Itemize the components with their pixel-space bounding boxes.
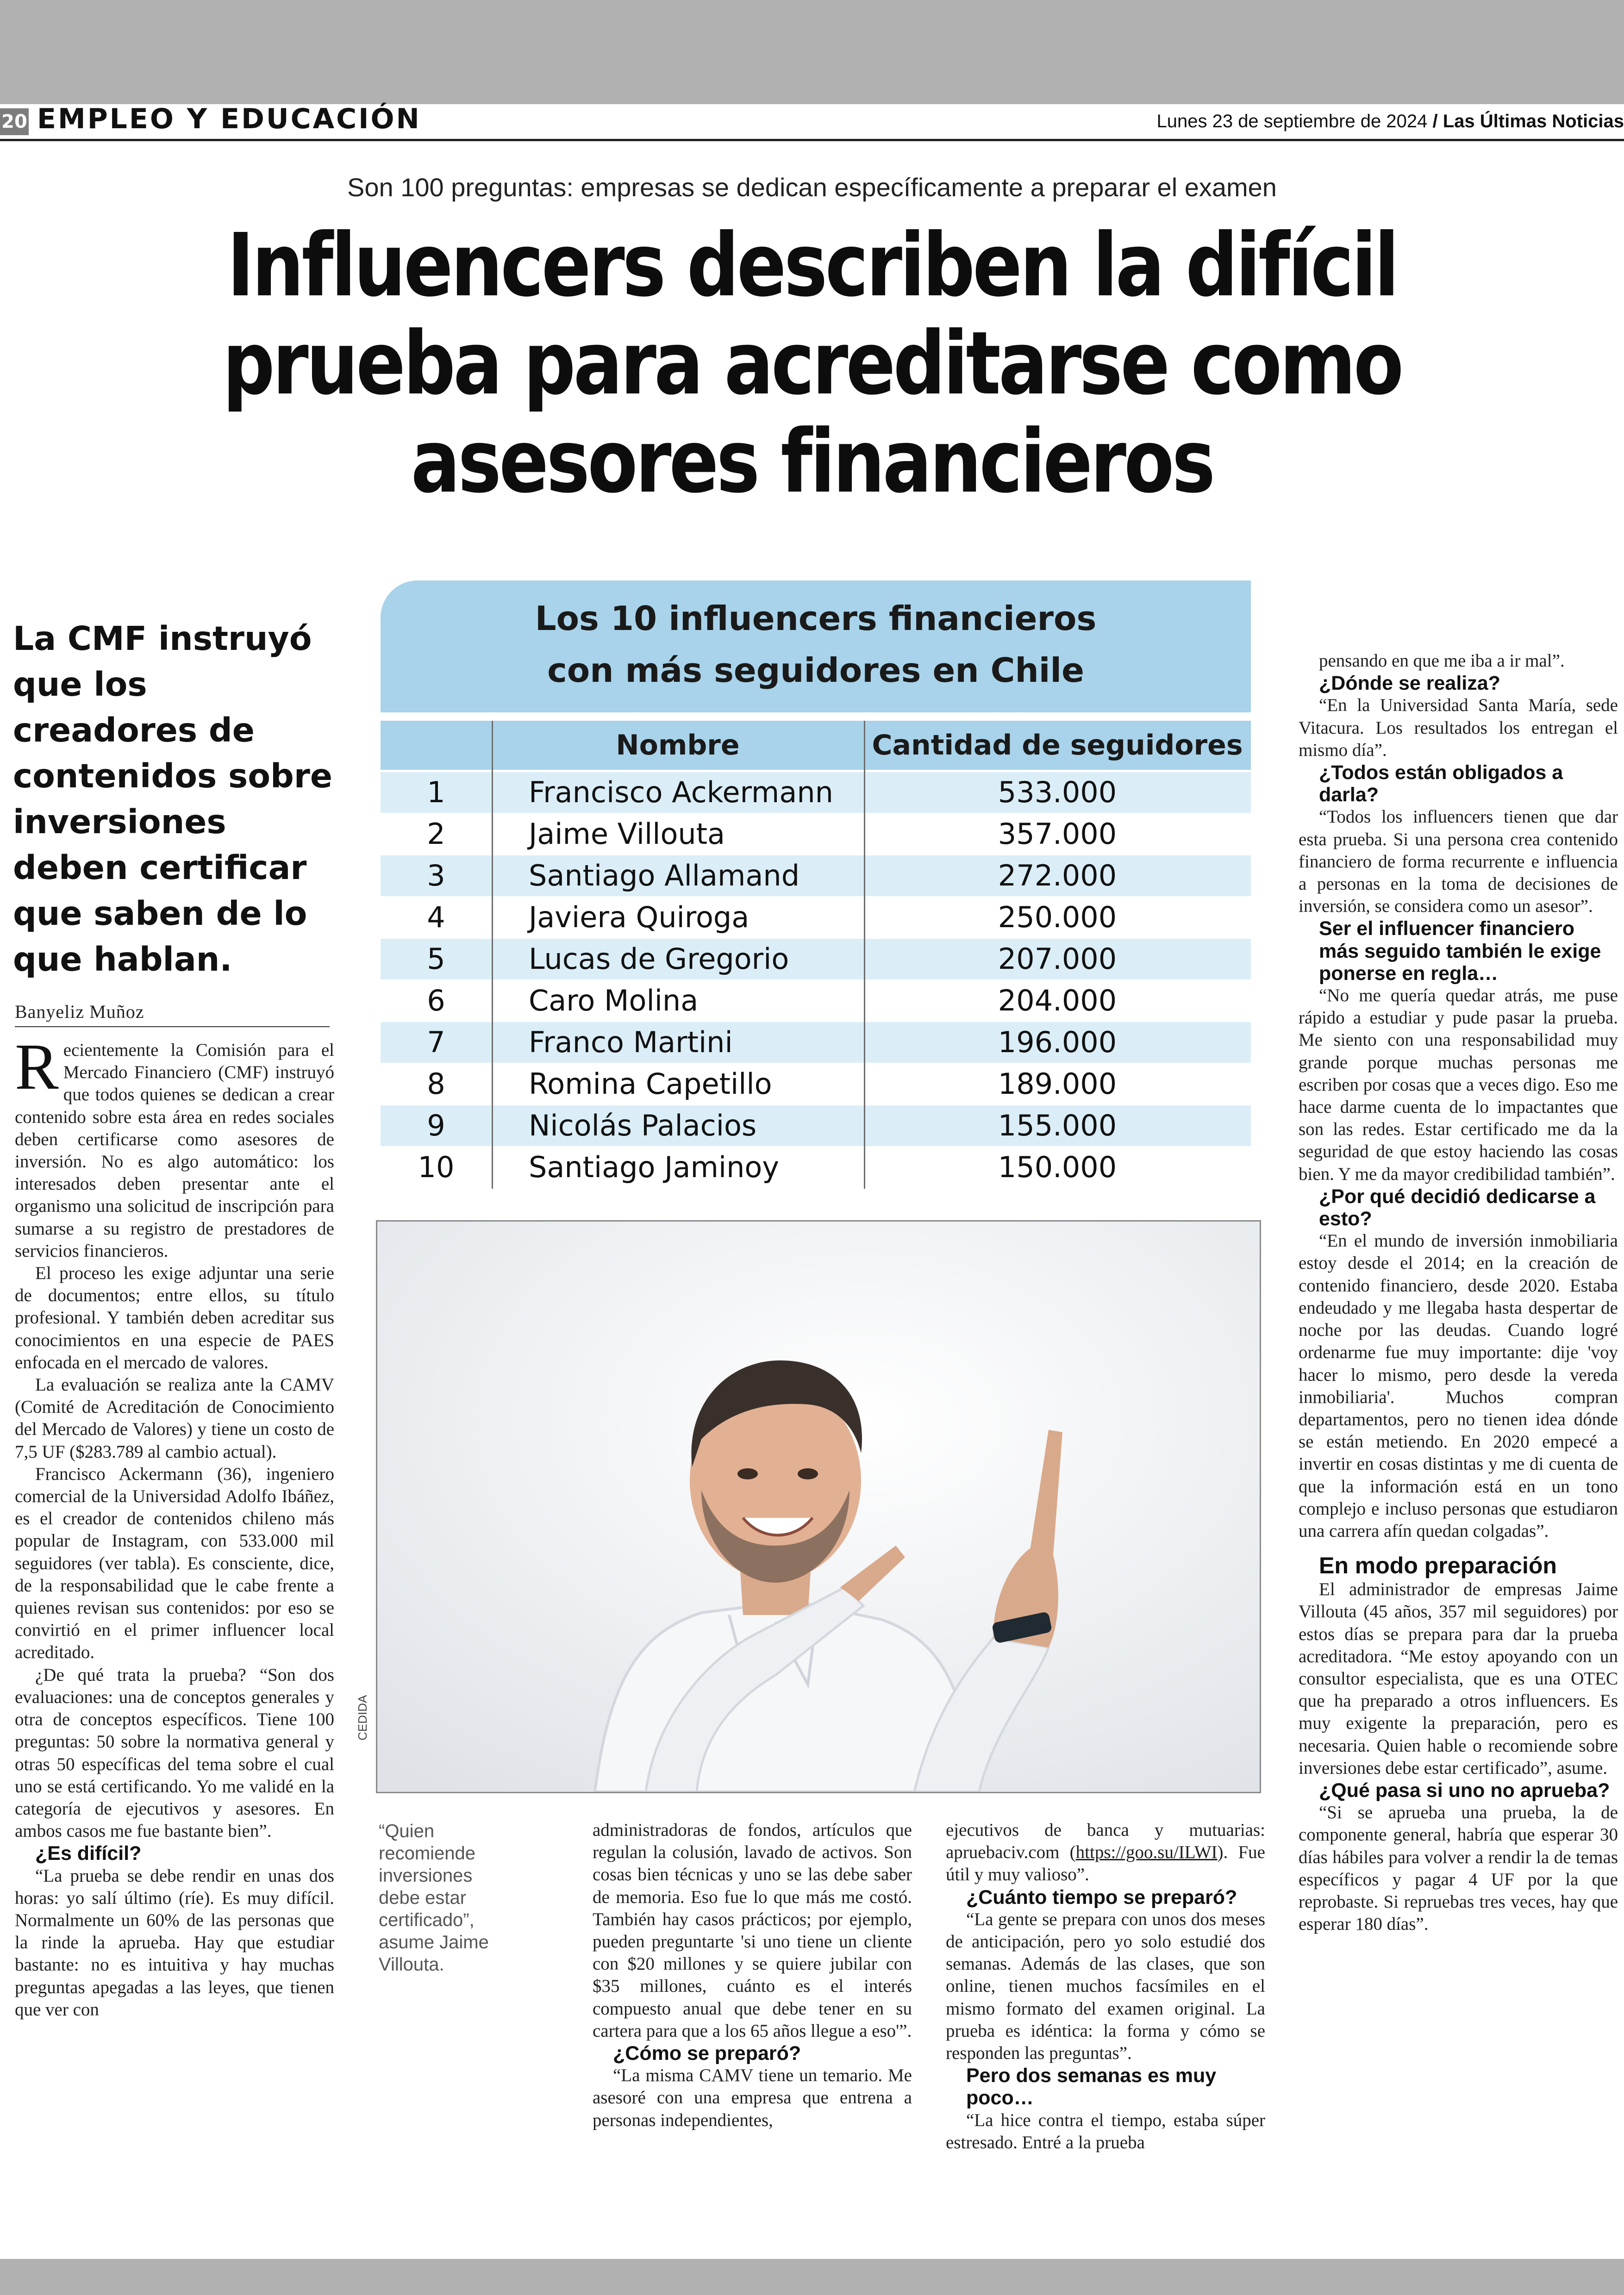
name-cell: Lucas de Gregorio: [529, 942, 789, 976]
paragraph: “En la Universidad Santa María, sede Vitacura. Los resultados los entregan el mismo día”.: [1299, 695, 1618, 760]
paragraph: La evaluación se realiza ante la CAMV (Comité de Acreditación de Conocimiento del Mercado de Valores) y tiene un costo de 7,5 UF ($283.789 al cambio actual).: [15, 1375, 334, 1462]
kicker: Son 100 preguntas: empresas se dedican específicamente a preparar el examen: [347, 173, 1277, 202]
rank-cell: 3: [427, 859, 445, 892]
table-row: [381, 772, 1251, 813]
date: Lunes 23 de septiembre de 2024: [1156, 111, 1428, 131]
question: ¿Todos están obligados a darla?: [1319, 761, 1563, 806]
followers-cell: 155.000: [998, 1109, 1117, 1142]
name-cell: Santiago Jaminoy: [529, 1150, 779, 1184]
pull-quote: “Quien recomiende inversiones debe estar certificado”, asume Jaime Villouta.: [379, 1821, 489, 1975]
table-row: [381, 1064, 1251, 1104]
question: ¿Dónde se realiza?: [1319, 672, 1500, 695]
rank-cell: 9: [427, 1109, 445, 1142]
man-pointing-up-image: [377, 1222, 1260, 1792]
question: ¿Cuánto tiempo se preparó?: [966, 1886, 1237, 1908]
paragraph: “Si se aprueba una prueba, la de componente general, habría que esperar 30 días hábiles para volver a rendir la de temas específicos y pagar 4 UF por la que reprobaste. Si repruebas tres veces, hay que esperar 180 días”.: [1299, 1802, 1618, 1934]
rank-cell: 6: [427, 984, 445, 1017]
rank-cell: 2: [427, 817, 445, 851]
table-header: [381, 721, 1251, 770]
article-column-3: [946, 1819, 1265, 2154]
question: ¿Es difícil?: [35, 1842, 142, 1865]
table-row: [381, 939, 1251, 979]
photo-credit: CEDIDA: [356, 1695, 369, 1740]
paragraph: ¿De qué trata la prueba? “Son dos evaluaciones: una de conceptos generales y otra de conceptos específicos. Tiene 100 preguntas: 50 sobre la normativa general y otras 50 específicas del tema sobre el cual uno se está certificando. Yo me validé en la categoría de ejecutivos y asesores. En ambos casos me fue bastante bien”.: [15, 1665, 334, 1841]
followers-cell: 357.000: [998, 817, 1117, 851]
name-cell: Javiera Quiroga: [529, 900, 750, 934]
column-header-name: Nombre: [616, 729, 740, 761]
rank-cell: 4: [427, 900, 445, 934]
drop-cap: R: [15, 1030, 59, 1103]
rank-cell: 8: [427, 1067, 445, 1101]
byline: [15, 1001, 330, 1027]
paragraph: “La gente se prepara con unos dos meses de anticipación, pero yo solo estudié dos semanas. Además de las clases, que son online, tienen muchos facsímiles en el mismo formato del examen original. La prueba es idéntica: la forma y cómo se responden las preguntas”.: [946, 1909, 1265, 2064]
publication-name: Las Últimas Noticias: [1443, 111, 1624, 131]
course-link[interactable]: https://goo.su/ILWI: [1075, 1842, 1218, 1863]
table-divider: [864, 721, 865, 1189]
paragraph: ejecutivos de banca y mutuarias: apruebaciv.com (https://goo.su/ILWI). Fue útil y muy valioso”.: [946, 1820, 1265, 1885]
bottom-bar: [0, 2259, 1624, 2295]
dateline: [1156, 111, 1624, 132]
separator: /: [1432, 111, 1438, 131]
paragraph: “La hice contra el tiempo, estaba súper estresado. Entré a la prueba: [946, 2110, 1265, 2152]
paragraph: “En el mundo de inversión inmobiliaria estoy desde el 2014; en la creación de contenido financiero, desde 2020. Estaba endeudado y me llegaba hasta despertar de noche por las deudas. Cuando logré ordenarme fue muy importante: dije 'voy hacer lo mismo, pero desde la vereda inmobiliaria'. Muchos compran departamentos, pero no tienen idea dónde se están metiendo. En 2020 empecé a invertir en cosas distintas y me di cuenta de que la información está en un tono complejo e incluso personas que estudiaron una carrera afín quedan colgadas”.: [1299, 1231, 1618, 1541]
table-title: Los 10 influencers financieros con más seguidores en Chile: [381, 580, 1251, 712]
byline-name: Banyeliz Muñoz: [15, 1001, 144, 1022]
article-column-2: [593, 1819, 912, 2132]
table-row: [381, 980, 1251, 1021]
name-cell: Romina Capetillo: [529, 1067, 772, 1101]
followers-cell: 196.000: [998, 1025, 1117, 1059]
headline: Influencers describen la difícil prueba para acreditarse como asesores financieros: [222, 215, 1402, 512]
paragraph: Francisco Ackermann (36), ingeniero comercial de la Universidad Adolfo Ibáñez, es el creador de contenidos chileno más popular de Instagram, con 533.000 mil seguidores (ver tabla). Es consciente, dice, de la responsabilidad que le cabe frente a quienes revisan sus contenidos: por eso se convirtió en el primer influencer local acreditado.: [15, 1464, 334, 1663]
followers-cell: 250.000: [998, 900, 1117, 934]
question: ¿Cómo se preparó?: [613, 2042, 801, 2065]
paragraph: administradoras de fondos, artículos que regulan la colusión, lavado de activos. Son cosas bien técnicas y uno se las debe saber de memoria. Eso fue lo que más me costó. También hay casos prácticos; por ejemplo, pueden preguntarte 'si uno tiene un cliente con $20 millones y se quiere jubilar con $35 millones, cuánto es el interés compuesto anual que debe tener en su cartera para que a los 65 años llegue a eso'”.: [593, 1820, 912, 2041]
header-rule: [0, 139, 1624, 141]
rank-cell: 5: [427, 942, 445, 976]
followers-cell: 150.000: [998, 1150, 1117, 1184]
followers-cell: 207.000: [998, 942, 1117, 976]
article-column-1: [15, 1030, 334, 2021]
table-row: [381, 897, 1251, 938]
followers-cell: 204.000: [998, 984, 1117, 1017]
paragraph: El proceso les exige adjuntar una serie de documentos; entre ellos, su título profesional. Y también deben acreditar sus conocimientos en una especie de PAES enfocada en el mercado de valores.: [15, 1263, 334, 1372]
article-column-4: [1299, 650, 1618, 1935]
name-cell: Francisco Ackermann: [529, 775, 833, 809]
deck: La CMF instruyó que los creadores de contenidos sobre inversiones deben certificar que saben de lo que hablan.: [13, 619, 332, 979]
rank-cell: 1: [427, 775, 445, 809]
followers-cell: 189.000: [998, 1067, 1117, 1101]
rank-cell: 10: [418, 1150, 455, 1184]
page-number: 20: [0, 108, 29, 135]
column-header-followers: Cantidad de seguidores: [872, 729, 1243, 761]
top-bar: [0, 0, 1624, 104]
paragraph: “La prueba se debe rendir en unas dos horas: yo salí último (ríe). Es muy difícil. Normalmente un 60% de las personas que la rinde la aprueba. Hay que estudiar bastante: no es intuitiva y hay muchas preguntas apegadas a las leyes, que tienen que ver con: [15, 1865, 334, 2020]
question: ¿Qué pasa si uno no aprueba?: [1319, 1779, 1610, 1802]
paragraph: El administrador de empresas Jaime Villouta (45 años, 357 mil seguidores) por estos días se prepara para dar la prueba acreditadora. “Me estoy apoyando con un consultor especialista, que es una OTEC que ha preparado a otros influencers. Es muy exigente la preparación, pero es necesaria. Quien hable o recomiende sobre inversiones debe estar certificado”, asume.: [1299, 1579, 1618, 1778]
followers-table: [381, 580, 1251, 1189]
followers-cell: 272.000: [998, 859, 1117, 892]
question: Pero dos semanas es muy poco…: [966, 2064, 1217, 2109]
rank-cell: 7: [427, 1025, 445, 1059]
name-cell: Caro Molina: [529, 984, 699, 1017]
paragraph: “Todos los influencers tienen que dar esta prueba. Si una persona crea contenido financiero de forma recurrente e influencia a personas en la toma de decisiones de inversión, se considera como un asesor”.: [1299, 807, 1618, 917]
paragraph: pensando en que me iba a ir mal”.: [1319, 651, 1565, 671]
name-cell: Franco Martini: [529, 1025, 733, 1059]
table-row: [381, 1022, 1251, 1063]
paragraph: “No me quería quedar atrás, me puse rápido a estudiar y pude pasar la prueba. Me siento con una responsabilidad muy grande porque muchas personas me escriben por cosas que a veces digo. Eso me hace darme cuenta de lo impactantes que son las redes. Estar certificado me da la seguridad de que estoy haciendo las cosas bien. Y me da mayor credibilidad también”.: [1299, 985, 1618, 1184]
name-cell: Jaime Villouta: [529, 817, 725, 851]
table-row: [381, 1147, 1251, 1188]
question: Ser el influencer financiero más seguido también le exige ponerse en regla…: [1319, 917, 1601, 985]
table-row: [381, 855, 1251, 896]
portrait-photo: [376, 1220, 1261, 1793]
table-row: [381, 1105, 1251, 1146]
section-title: EMPLEO Y EDUCACIÓN: [37, 103, 421, 135]
paragraph: “La misma CAMV tiene un temario. Me asesoré con una empresa que entrena a personas independientes,: [593, 2065, 912, 2130]
name-cell: Santiago Allamand: [529, 859, 800, 892]
table-row: [381, 814, 1251, 854]
subheading: En modo preparación: [1319, 1553, 1557, 1579]
paragraph: Recientemente la Comisión para el Mercado Financiero (CMF) instruyó que todos quienes se dedican a crear contenido sobre esta área en redes sociales deben certificarse como asesores de inversión. No es algo automático: los interesados deben presentar ante el organismo una solicitud de inscripción para sumarse a su registro de prestadores de servicios financieros.: [15, 1030, 334, 1261]
table-divider: [492, 721, 493, 1189]
question: ¿Por qué decidió dedicarse a esto?: [1319, 1185, 1596, 1230]
name-cell: Nicolás Palacios: [529, 1109, 757, 1142]
followers-cell: 533.000: [998, 775, 1117, 809]
